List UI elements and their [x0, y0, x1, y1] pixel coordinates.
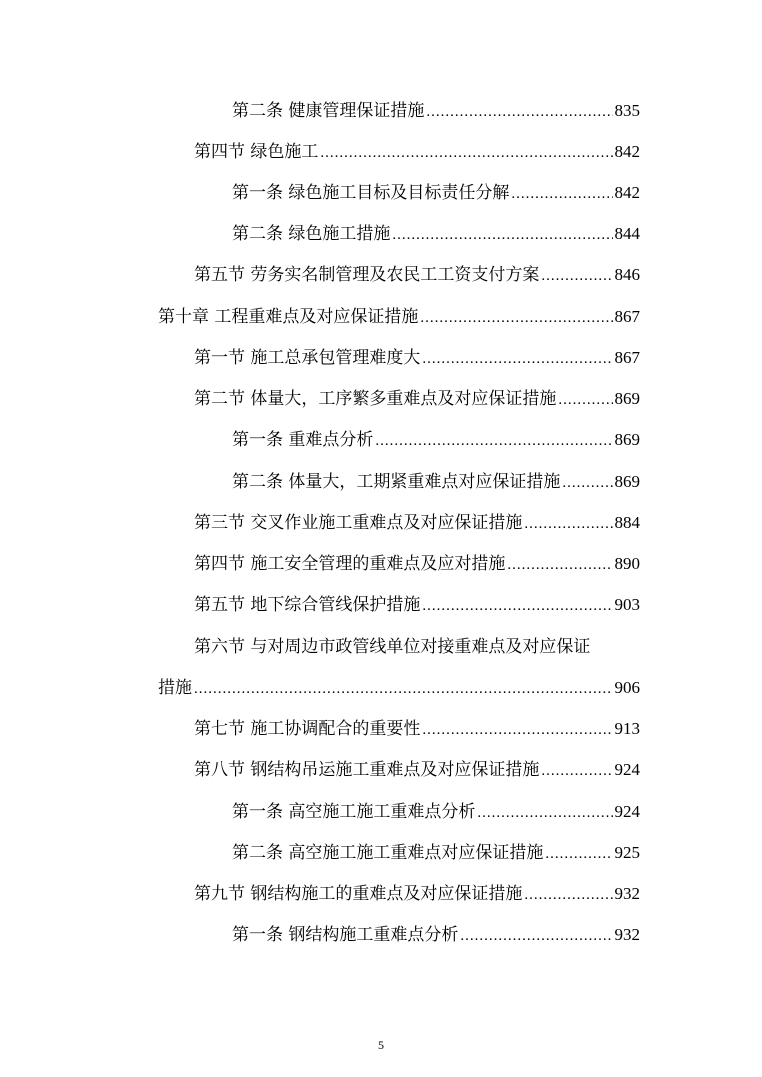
toc-entry-page: 846 [614, 265, 640, 284]
toc-entry-label: 第一条 重难点分析 [232, 430, 374, 450]
toc-leader-dots [420, 308, 612, 328]
toc-entry-label: 第二条 高空施工施工重难点对应保证措施 [232, 843, 544, 863]
toc-entry[interactable] [194, 549, 640, 575]
toc-entry[interactable] [194, 343, 640, 369]
toc-entry[interactable] [232, 467, 640, 493]
toc-entry-page: 925 [614, 843, 640, 862]
toc-entry-label: 第五节 地下综合管线保护措施 [194, 595, 421, 615]
toc-entry-page: 903 [614, 595, 640, 614]
toc-entry-page: 924 [614, 760, 640, 779]
toc-entry[interactable] [194, 879, 640, 905]
toc-entry-label: 第四节 施工安全管理的重难点及应对措施 [194, 554, 506, 574]
toc-entry[interactable] [194, 260, 640, 286]
page-number: 5 [378, 1038, 384, 1052]
toc-leader-dots [422, 720, 612, 740]
toc-entry-page: 835 [614, 101, 640, 120]
toc-entry-label: 第十章 工程重难点及对应保证措施 [158, 307, 419, 327]
toc-entry-page: 869 [614, 430, 640, 449]
toc-entry-label: 第二条 绿色施工措施 [232, 224, 391, 244]
toc-entry-page: 869 [614, 389, 640, 408]
toc-entry-continuation[interactable] [158, 673, 640, 699]
toc-leader-dots [320, 143, 612, 163]
toc-leader-dots [422, 349, 612, 369]
toc-entry-page: 884 [614, 513, 640, 532]
toc-entry[interactable] [232, 797, 640, 823]
toc-entry-label: 第九节 钢结构施工的重难点及对应保证措施 [194, 884, 523, 904]
toc-entry[interactable] [232, 178, 640, 204]
toc-leader-dots [541, 266, 612, 286]
toc-entry[interactable] [194, 137, 640, 163]
toc-leader-dots [524, 514, 612, 534]
toc-entry-page: 913 [614, 719, 640, 738]
toc-entry-page: 869 [614, 472, 640, 491]
toc-leader-dots [426, 102, 612, 122]
toc-entry-label: 第一条 高空施工施工重难点分析 [232, 802, 476, 822]
toc-entry[interactable] [158, 302, 640, 328]
toc-entry[interactable] [232, 219, 640, 245]
toc-entry-label: 第七节 施工协调配合的重要性 [194, 719, 421, 739]
toc-leader-dots [524, 885, 612, 905]
toc-entry-label: 第八节 钢结构吊运施工重难点及对应保证措施 [194, 760, 540, 780]
toc-leader-dots [562, 473, 612, 493]
toc-entry-page: 924 [614, 802, 640, 821]
toc-entry[interactable] [194, 632, 640, 658]
toc-entry-page: 842 [614, 183, 640, 202]
toc-entry-page: 932 [614, 925, 640, 944]
toc-entry-label: 第三节 交叉作业施工重难点及对应保证措施 [194, 513, 523, 533]
toc-entry-label: 第二条 健康管理保证措施 [232, 101, 425, 121]
toc-leader-dots [558, 390, 612, 410]
toc-leader-dots [422, 596, 612, 616]
toc-leader-dots [460, 926, 612, 946]
toc-entry-page: 844 [614, 224, 640, 243]
toc-leader-dots [477, 803, 612, 823]
toc-entry-page: 906 [614, 678, 640, 697]
toc-entry-page: 867 [614, 348, 640, 367]
toc-entry-label: 第一条 绿色施工目标及目标责任分解 [232, 183, 510, 203]
toc-entry-label: 第一条 钢结构施工重难点分析 [232, 925, 459, 945]
toc-entry[interactable] [232, 920, 640, 946]
toc-entry[interactable] [232, 425, 640, 451]
toc-leader-dots [511, 184, 612, 204]
toc-leader-dots [375, 431, 612, 451]
toc-entry-label: 第五节 劳务实名制管理及农民工工资支付方案 [194, 265, 540, 285]
toc-entry[interactable] [194, 590, 640, 616]
toc-entry-label: 第六节 与对周边市政管线单位对接重难点及对应保证 [194, 637, 591, 657]
toc-leader-dots [392, 225, 612, 245]
toc-entry[interactable] [232, 838, 640, 864]
toc-entry-label: 第一节 施工总承包管理难度大 [194, 348, 421, 368]
toc-leader-dots [507, 555, 612, 575]
toc-entry-label: 措施 [158, 678, 192, 698]
toc-entry-page: 842 [614, 142, 640, 161]
toc-entry-page: 890 [614, 554, 640, 573]
toc-entry[interactable] [194, 755, 640, 781]
toc-leader-dots [545, 844, 612, 864]
toc-entry[interactable] [194, 714, 640, 740]
toc-entry-label: 第四节 绿色施工 [194, 142, 319, 162]
toc-entry-page: 932 [614, 884, 640, 903]
toc-entry-label: 第二条 体量大，工期紧重难点对应保证措施 [232, 472, 561, 492]
toc-leader-dots [194, 679, 613, 699]
toc-entry-page: 867 [614, 307, 640, 326]
toc-leader-dots [541, 761, 612, 781]
toc-entry[interactable] [194, 508, 640, 534]
toc-entry[interactable] [232, 96, 640, 122]
toc-entry[interactable] [194, 384, 640, 410]
toc-entry-label: 第二节 体量大，工序繁多重难点及对应保证措施 [194, 389, 557, 409]
